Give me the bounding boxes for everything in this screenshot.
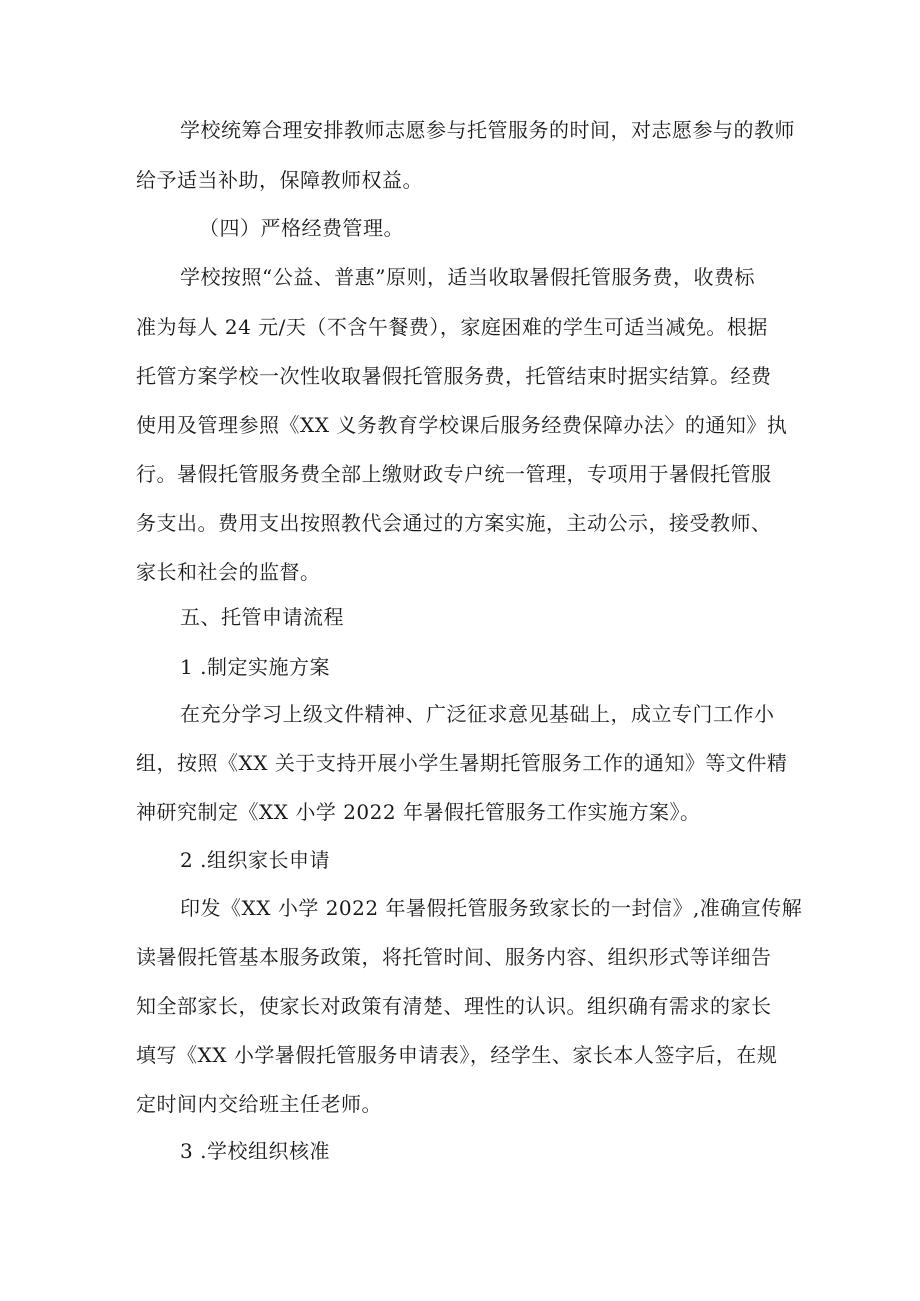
paragraph-line: 使用及管理参照《XX 义务教育学校课后服务经费保障办法〉的通知》执 bbox=[136, 413, 788, 437]
paragraph-line: 神研究制定《XX 小学 2022 年暑假托管服务工作实施方案》。 bbox=[136, 800, 701, 824]
paragraph-line: 行。暑假托管服务费全部上缴财政专户统一管理，专项用于暑假托管服 bbox=[136, 462, 772, 486]
paragraph-line: 组，按照《XX 关于支持开展小学生暑期托管服务工作的通知》等文件精 bbox=[136, 751, 788, 775]
section-heading: 五、托管申请流程 bbox=[180, 605, 344, 629]
paragraph-line: 给予适当补助，保障教师权益。 bbox=[136, 168, 423, 192]
paragraph-line: 印发《XX 小学 2022 年暑假托管服务致家长的一封信》,准确宣传解 bbox=[180, 896, 803, 920]
paragraph-line: 家长和社会的监督。 bbox=[136, 560, 321, 584]
paragraph-line: 托管方案学校一次性收取暑假托管服务费，托管结束时据实结算。经费 bbox=[136, 364, 772, 388]
paragraph-line: 学校统筹合理安排教师志愿参与托管服务的时间，对志愿参与的教师 bbox=[180, 118, 795, 142]
paragraph-line: 填写《XX 小学暑假托管服务申请表》，经学生、家长本人签字后，在规 bbox=[136, 1043, 778, 1067]
paragraph-line: 知全部家长，使家长对政策有清楚、理性的认识。组织确有需求的家长 bbox=[136, 994, 772, 1018]
paragraph-line: 在充分学习上级文件精神、广泛征求意见基础上，成立专门工作小 bbox=[180, 702, 775, 726]
subsection-heading: 3 .学校组织核准 bbox=[180, 1139, 330, 1163]
paragraph-line: 务支出。费用支出按照教代会通过的方案实施，主动公示，接受教师、 bbox=[136, 511, 772, 535]
section-heading: （四）严格经费管理。 bbox=[199, 216, 404, 240]
subsection-heading: 1 .制定实施方案 bbox=[180, 655, 330, 679]
paragraph-line: 学校按照“公益、普惠”原则，适当收取暑假托管服务费，收费标 bbox=[180, 265, 755, 289]
subsection-heading: 2 .组织家长申请 bbox=[180, 848, 330, 872]
paragraph-line: 准为每人 24 元/天（不含午餐费），家庭困难的学生可适当减免。根据 bbox=[136, 315, 768, 339]
paragraph-line: 定时间内交给班主任老师。 bbox=[136, 1092, 382, 1116]
paragraph-line: 读暑假托管基本服务政策，将托管时间、服务内容、组织形式等详细告 bbox=[136, 945, 772, 969]
